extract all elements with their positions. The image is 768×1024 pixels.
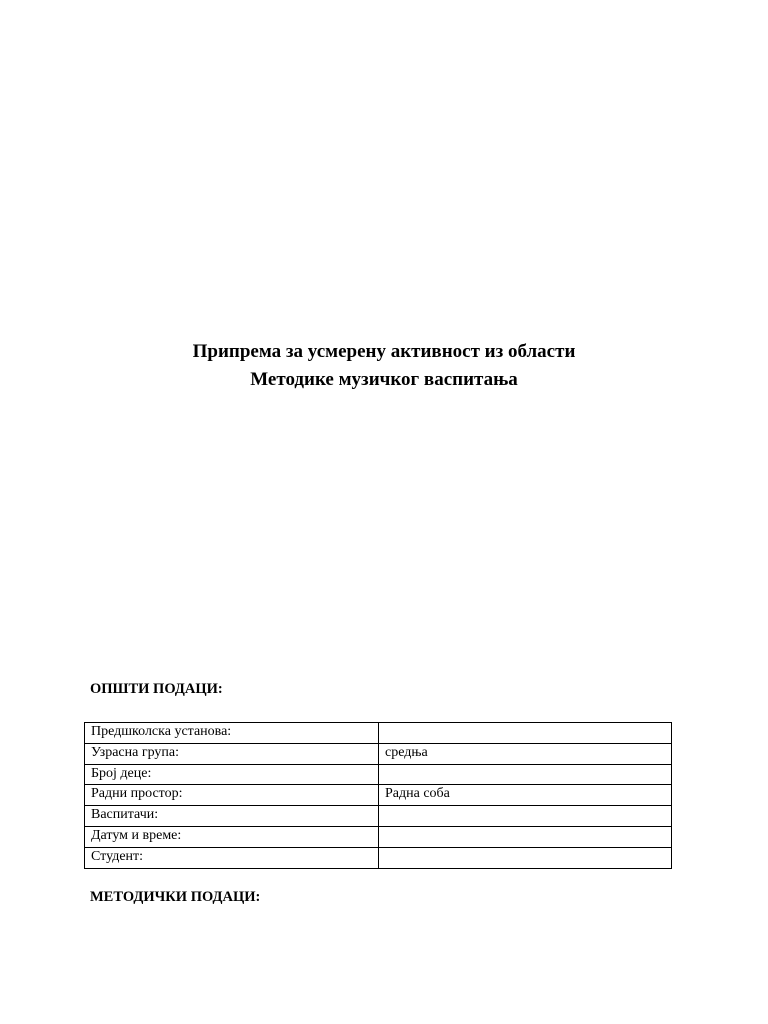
- title-line-2: Методике музичког васпитања: [250, 369, 518, 390]
- table-row: [85, 826, 672, 847]
- row-value-age-group: средња: [379, 743, 672, 764]
- row-label-age-group: Узрасна група:: [85, 743, 379, 764]
- title-line-1: Припрема за усмерену активност из области: [192, 341, 576, 362]
- general-data-heading: ОПШТИ ПОДАЦИ:: [90, 681, 223, 697]
- methodic-data-heading: МЕТОДИЧКИ ПОДАЦИ:: [90, 889, 261, 905]
- table-row: [85, 764, 672, 785]
- table-row: [85, 785, 672, 806]
- table-row: [85, 723, 672, 744]
- row-value-student: [379, 847, 672, 868]
- row-label-workspace: Радни простор:: [85, 785, 379, 806]
- general-data-table: [84, 722, 672, 869]
- document-title: [0, 338, 768, 394]
- row-label-children-count: Број деце:: [85, 764, 379, 785]
- row-value-teachers: [379, 806, 672, 827]
- table-row: [85, 806, 672, 827]
- row-label-institution: Предшколска установа:: [85, 723, 379, 744]
- row-label-student: Студент:: [85, 847, 379, 868]
- table-row: [85, 847, 672, 868]
- row-value-children-count: [379, 764, 672, 785]
- row-label-date-time: Датум и време:: [85, 826, 379, 847]
- row-value-workspace: Радна соба: [379, 785, 672, 806]
- row-value-institution: [379, 723, 672, 744]
- table-row: [85, 743, 672, 764]
- row-value-date-time: [379, 826, 672, 847]
- row-label-teachers: Васпитачи:: [85, 806, 379, 827]
